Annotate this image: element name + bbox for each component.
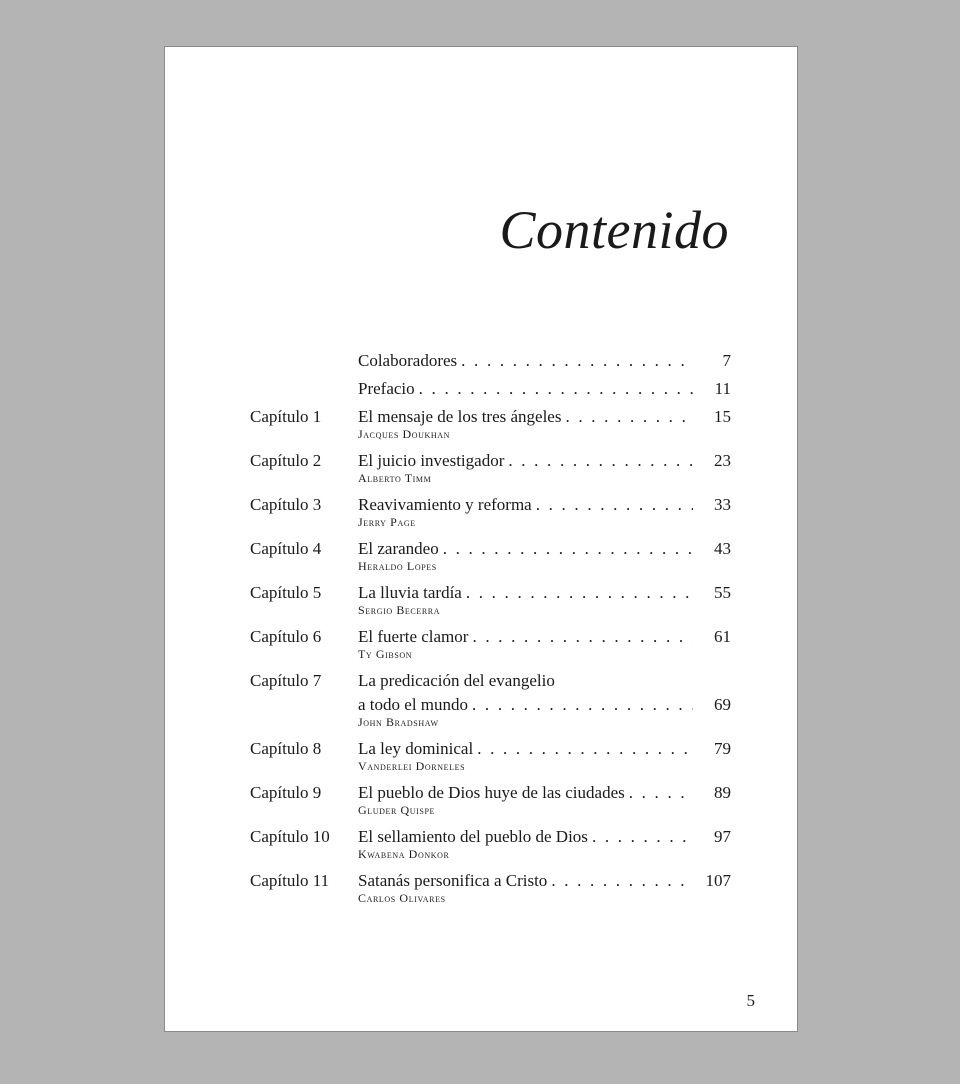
toc-chapter-label: Capítulo 11 — [250, 871, 330, 890]
toc-entry-prefacio — [250, 377, 731, 401]
page-number: 5 — [746, 991, 755, 1010]
toc-entry-chapter-9 — [250, 781, 731, 817]
toc-page-number: 7 — [722, 351, 731, 370]
toc-entry-chapter-5 — [250, 581, 731, 617]
toc-entry-title: El juicio investigador — [358, 451, 505, 470]
toc-page-number: 15 — [714, 407, 731, 426]
toc-author: Vanderlei Dorneles — [358, 759, 466, 773]
dot-leader — [419, 377, 693, 401]
toc-chapter-label: Capítulo 3 — [250, 495, 322, 514]
toc-entry-chapter-4 — [250, 537, 731, 573]
toc-author: Jerry Page — [358, 515, 416, 529]
toc-entry-title: El fuerte clamor — [358, 627, 469, 646]
toc-author: Gluder Quispe — [358, 803, 436, 817]
toc-entry-title: Prefacio — [358, 379, 415, 398]
toc-entry-title: Colaboradores — [358, 351, 458, 370]
toc-chapter-label: Capítulo 4 — [250, 539, 322, 558]
toc-chapter-label: Capítulo 5 — [250, 583, 322, 602]
toc-page-number: 79 — [714, 739, 731, 758]
dot-leader — [461, 349, 693, 373]
toc-page-number: 97 — [714, 827, 731, 846]
toc-author: Kwabena Donkor — [358, 847, 450, 861]
dot-leader — [466, 581, 693, 605]
toc-page-number: 69 — [714, 695, 731, 714]
toc-author: Alberto Timm — [358, 471, 432, 485]
toc-entry-chapter-2 — [250, 449, 731, 485]
dot-leader — [592, 825, 693, 849]
toc-entry-title: El zarandeo — [358, 539, 439, 558]
toc-author: Sergio Becerra — [358, 603, 441, 617]
toc-author: Ty Gibson — [358, 647, 413, 661]
toc-entry-chapter-3 — [250, 493, 731, 529]
toc-entry-title: El sellamiento del pueblo de Dios — [358, 827, 588, 846]
toc-entry-title: Satanás personifica a Cristo — [358, 871, 548, 890]
dot-leader — [477, 737, 693, 761]
toc-entry-chapter-6 — [250, 625, 731, 661]
book-page — [164, 46, 798, 1032]
toc-entry-colaboradores — [250, 349, 731, 373]
dot-leader — [629, 781, 693, 805]
toc-chapter-label: Capítulo 1 — [250, 407, 322, 426]
dot-leader — [551, 869, 693, 893]
toc-page-number: 43 — [714, 539, 731, 558]
toc-entry-chapter-8 — [250, 737, 731, 773]
toc-author: Jacques Doukhan — [358, 427, 451, 441]
toc-page-number: 23 — [714, 451, 731, 470]
dot-leader — [565, 405, 693, 429]
toc-author: John Bradshaw — [358, 715, 439, 729]
dot-leader — [472, 693, 693, 717]
toc-page-number: 61 — [714, 627, 731, 646]
toc-chapter-label: Capítulo 7 — [250, 671, 322, 690]
toc-page-number: 89 — [714, 783, 731, 802]
toc-page-number: 55 — [714, 583, 731, 602]
toc-entry-chapter-11 — [250, 869, 731, 905]
toc-entry-chapter-10 — [250, 825, 731, 861]
toc-chapter-label: Capítulo 10 — [250, 827, 330, 846]
toc-author: Heraldo Lopes — [358, 559, 437, 573]
toc-entry-title-line-2: a todo el mundo — [358, 695, 469, 714]
toc-entry-title: El pueblo de Dios huye de las ciudades — [358, 783, 625, 802]
toc-entry-title: Reavivamiento y reforma — [358, 495, 532, 514]
dot-leader — [536, 493, 693, 517]
toc-entry-title-line-1: La predicación del evangelio — [358, 671, 555, 690]
toc-chapter-label: Capítulo 6 — [250, 627, 322, 646]
dot-leader — [472, 625, 693, 649]
toc-entry-chapter-7 — [250, 669, 731, 729]
toc-page-number: 107 — [705, 871, 731, 890]
toc-entry-title: El mensaje de los tres ángeles — [358, 407, 562, 426]
toc-chapter-label: Capítulo 2 — [250, 451, 322, 470]
dot-leader — [443, 537, 693, 561]
toc-page-number: 33 — [714, 495, 731, 514]
table-of-contents — [250, 349, 731, 913]
toc-chapter-label: Capítulo 9 — [250, 783, 322, 802]
toc-entry-title: La ley dominical — [358, 739, 474, 758]
toc-entry-title: La lluvia tardía — [358, 583, 462, 602]
toc-author: Carlos Olivares — [358, 891, 446, 905]
toc-page-number: 11 — [714, 379, 731, 398]
toc-entry-chapter-1 — [250, 405, 731, 441]
toc-chapter-label: Capítulo 8 — [250, 739, 322, 758]
dot-leader — [508, 449, 693, 473]
page-title: Contenido — [499, 200, 729, 260]
